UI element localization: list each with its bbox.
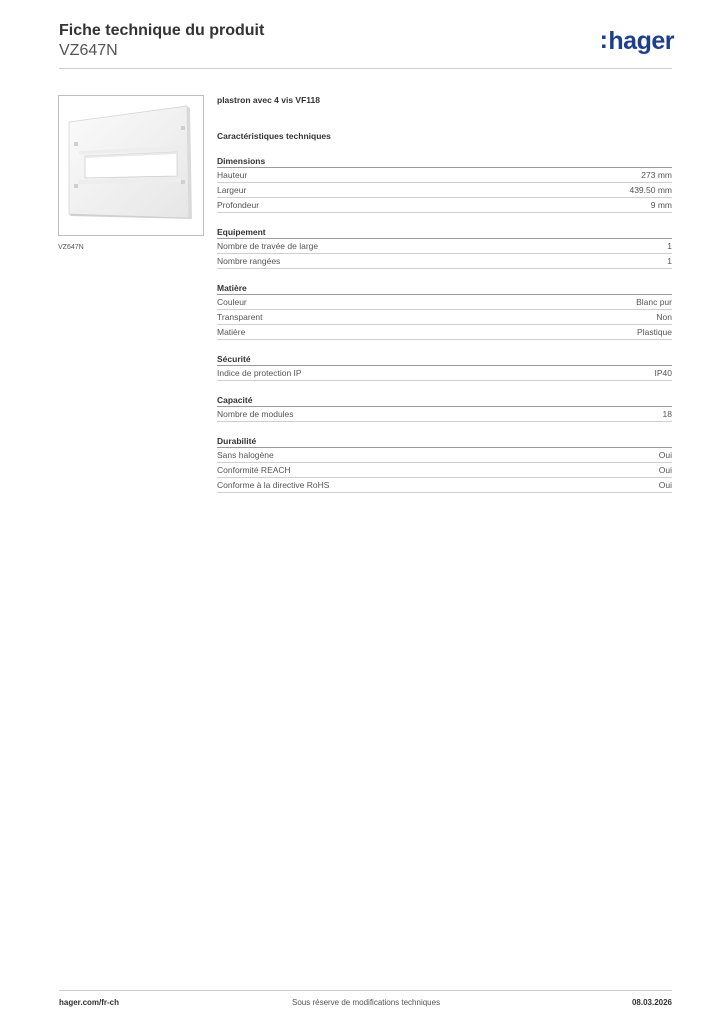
spec-row — [217, 407, 672, 422]
spec-label: Indice de protection IP — [217, 368, 302, 378]
spec-label: Couleur — [217, 297, 247, 307]
spec-area — [217, 94, 672, 493]
spec-section-title: Caractéristiques techniques — [217, 131, 331, 141]
spec-label: Nombre rangées — [217, 256, 281, 266]
product-code: VZ647N — [59, 42, 118, 59]
hager-logo-text: hager — [608, 27, 674, 55]
spec-value: IP40 — [654, 368, 672, 378]
footer-note: Sous réserve de modifications techniques — [292, 998, 441, 1007]
spec-group — [217, 226, 672, 269]
spec-row — [217, 183, 672, 198]
spec-row — [217, 168, 672, 183]
product-image — [58, 95, 204, 236]
header-divider — [59, 68, 672, 69]
spec-group-title: Sécurité — [217, 353, 672, 366]
spec-group-title: Durabilité — [217, 435, 672, 448]
spec-group — [217, 435, 672, 493]
spec-label: Profondeur — [217, 200, 260, 210]
spec-label: Nombre de modules — [217, 409, 294, 419]
hager-logo: :hager — [599, 26, 674, 55]
spec-row — [217, 448, 672, 463]
spec-row — [217, 295, 672, 310]
spec-value: 1 — [667, 241, 672, 251]
footer-website[interactable]: hager.com/fr-ch — [59, 998, 120, 1007]
spec-group-title: Equipement — [217, 226, 672, 239]
spec-groups — [217, 155, 672, 493]
page-title: Fiche technique du produit — [59, 22, 265, 39]
spec-value: Oui — [658, 480, 672, 490]
spec-label: Hauteur — [217, 170, 248, 180]
document-footer — [59, 998, 672, 1010]
spec-label: Conforme à la directive RoHS — [217, 480, 330, 490]
spec-value: 1 — [667, 256, 672, 266]
spec-row — [217, 478, 672, 493]
cover-plate-image — [59, 96, 203, 235]
spec-value: 439.50 mm — [629, 185, 672, 195]
footer-date: 08.03.2026 — [631, 998, 672, 1007]
spec-group-title: Capacité — [217, 394, 672, 407]
spec-row — [217, 463, 672, 478]
spec-row — [217, 198, 672, 213]
footer-divider — [59, 990, 672, 991]
spec-value: 9 mm — [650, 200, 672, 210]
spec-value: 273 mm — [641, 170, 672, 180]
spec-label: Nombre de travée de large — [217, 241, 319, 251]
spec-group — [217, 353, 672, 381]
spec-row — [217, 366, 672, 381]
spec-group — [217, 155, 672, 213]
spec-value: Oui — [658, 465, 672, 475]
product-description: plastron avec 4 vis VF118 — [217, 95, 321, 105]
spec-row — [217, 310, 672, 325]
spec-label: Transparent — [217, 312, 263, 322]
spec-value: Blanc pur — [636, 297, 672, 307]
spec-value: 18 — [662, 409, 672, 419]
spec-group-title: Matière — [217, 282, 672, 295]
spec-row — [217, 239, 672, 254]
spec-label: Largeur — [217, 185, 247, 195]
spec-value: Oui — [658, 450, 672, 460]
spec-label: Matière — [217, 327, 246, 337]
spec-group-title: Dimensions — [217, 155, 672, 168]
spec-row — [217, 254, 672, 269]
document-header — [59, 22, 264, 61]
spec-row — [217, 325, 672, 340]
spec-label: Conformité REACH — [217, 465, 291, 475]
spec-label: Sans halogène — [217, 450, 274, 460]
spec-value: Plastique — [637, 327, 672, 337]
spec-value: Non — [656, 312, 672, 322]
spec-group — [217, 282, 672, 340]
image-caption: VZ647N — [58, 244, 84, 251]
spec-group — [217, 394, 672, 422]
